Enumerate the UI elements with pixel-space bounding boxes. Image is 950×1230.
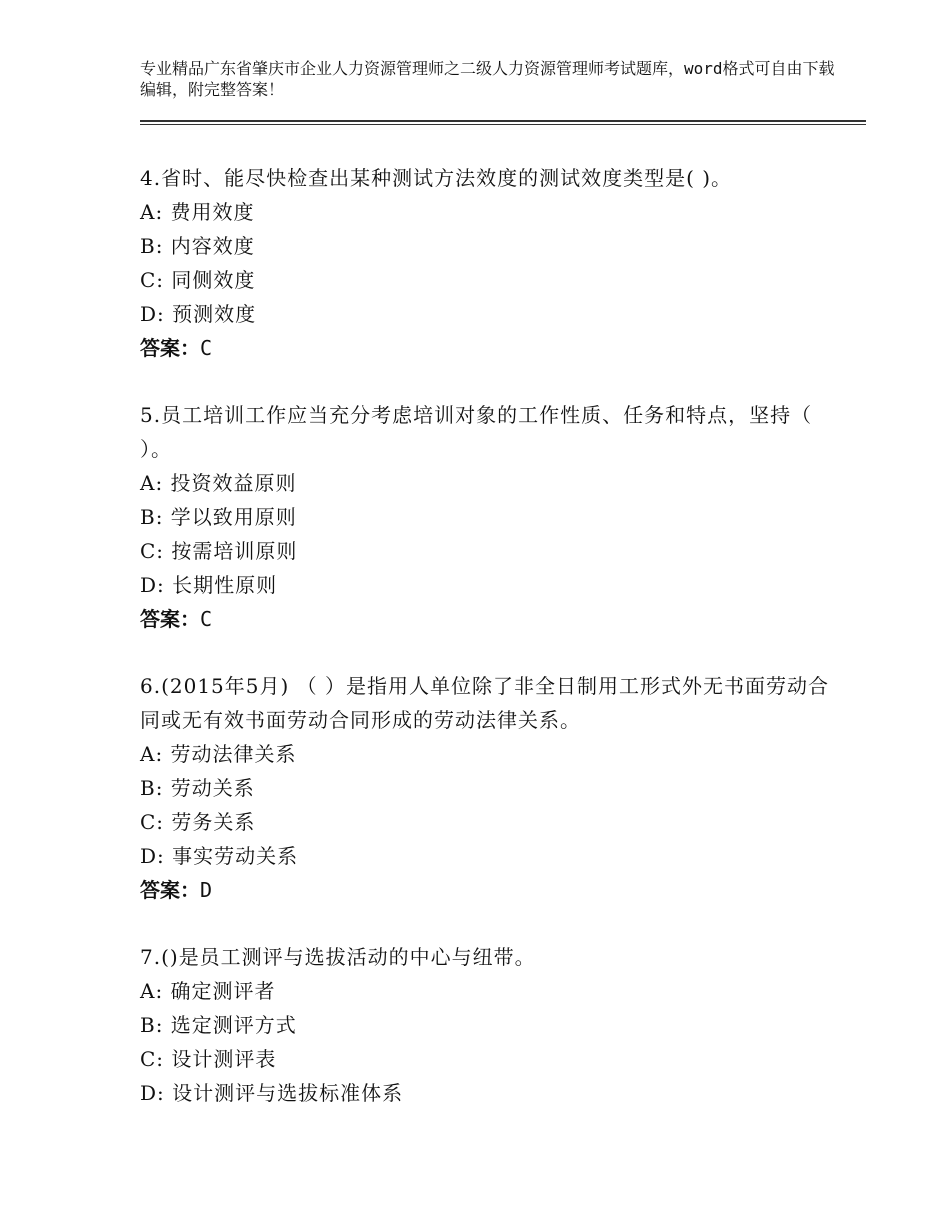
option-d: D: 事实劳动关系 bbox=[140, 844, 299, 868]
answer-line bbox=[140, 331, 830, 365]
question-text: 4.省时、能尽快检查出某种测试方法效度的测试效度类型是( )。 bbox=[140, 166, 733, 190]
option-d: D: 设计测评与选拔标准体系 bbox=[140, 1081, 404, 1105]
document-header: 专业精品广东省肇庆市企业人力资源管理师之二级人力资源管理师考试题库，word格式可自由下载编辑，附完整答案！ bbox=[140, 59, 835, 99]
option-c: C: 同侧效度 bbox=[140, 268, 256, 292]
question-5 bbox=[140, 398, 830, 636]
option-b: B: 选定测评方式 bbox=[140, 1013, 297, 1037]
option-c: C: 按需培训原则 bbox=[140, 539, 298, 563]
question-text: 6.(2015年5月) （ ）是指用人单位除了非全日制用工形式外无书面劳动合同或无有效书面劳动合同形成的劳动法律关系。 bbox=[140, 674, 830, 732]
header-divider-thin bbox=[140, 124, 866, 125]
question-list bbox=[140, 161, 830, 1143]
option-a: A: 劳动法律关系 bbox=[140, 742, 297, 766]
option-a: A: 费用效度 bbox=[140, 200, 255, 224]
answer-value: C bbox=[200, 336, 213, 360]
option-d: D: 预测效度 bbox=[140, 302, 257, 326]
option-c: C: 设计测评表 bbox=[140, 1047, 277, 1071]
option-a: A: 确定测评者 bbox=[140, 979, 276, 1003]
option-a: A: 投资效益原则 bbox=[140, 471, 297, 495]
answer-line bbox=[140, 873, 830, 907]
option-d: D: 长期性原则 bbox=[140, 573, 278, 597]
question-text: 7.()是员工测评与选拔活动的中心与纽带。 bbox=[140, 945, 536, 969]
answer-value: D bbox=[200, 878, 213, 902]
question-7 bbox=[140, 940, 830, 1110]
answer-label: 答案： bbox=[140, 336, 200, 360]
question-6 bbox=[140, 669, 830, 907]
option-b: B: 学以致用原则 bbox=[140, 505, 297, 529]
question-text: 5.员工培训工作应当充分考虑培训对象的工作性质、任务和特点，坚持（ ）。 bbox=[140, 403, 813, 461]
option-b: B: 内容效度 bbox=[140, 234, 255, 258]
answer-line bbox=[140, 602, 830, 636]
option-b: B: 劳动关系 bbox=[140, 776, 255, 800]
answer-value: C bbox=[200, 607, 213, 631]
answer-label: 答案： bbox=[140, 878, 200, 902]
header-divider-thick bbox=[140, 120, 866, 122]
option-c: C: 劳务关系 bbox=[140, 810, 256, 834]
question-4 bbox=[140, 161, 830, 365]
answer-label: 答案： bbox=[140, 607, 200, 631]
